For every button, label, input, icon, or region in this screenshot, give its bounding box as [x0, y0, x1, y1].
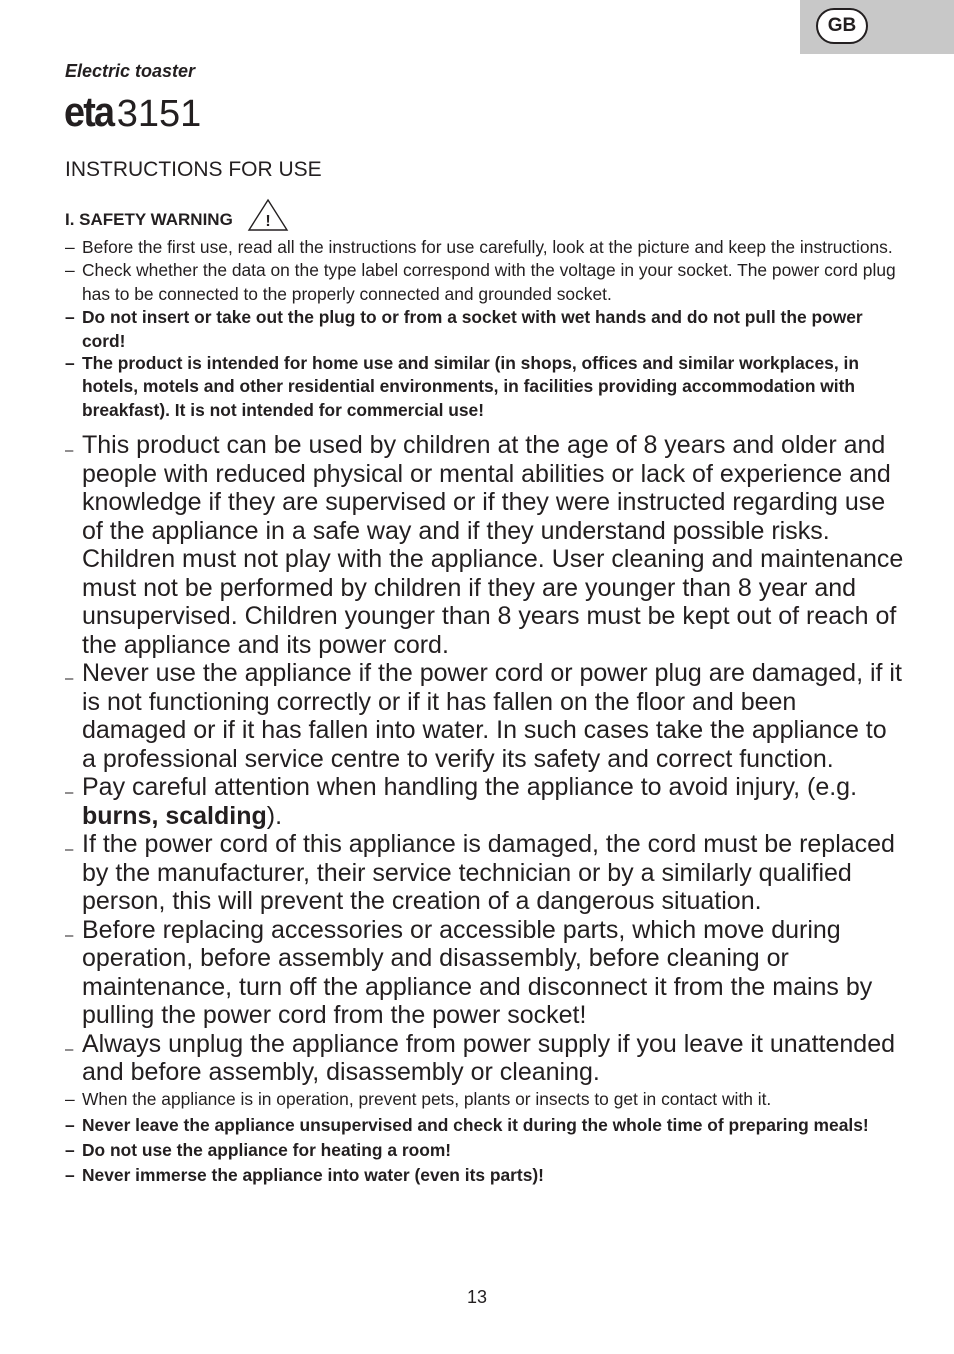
list-item — [65, 773, 905, 830]
list-item-text: This product can be used by children at the age of 8 years and older and people with reduced physical or mental abilities or lack of experience and knowledge if they are supervised or if they were instructed regarding use of the appliance in a safe way and if they understand possible risks. Children must not play with the appliance. User cleaning and maintenance must not be performed by children if they are younger than 8 year and unsupervised. Children younger than 8 years must be kept out of reach of the appliance and its power cord. — [82, 431, 904, 659]
list-dash: – — [65, 353, 75, 374]
list-item — [65, 352, 905, 422]
brand-logo: eta — [64, 88, 114, 135]
language-badge: GB — [816, 8, 868, 44]
list-dash: – — [65, 670, 74, 688]
list-item — [65, 830, 905, 916]
list-item-text: Do not insert or take out the plug to or from a socket with wet hands and do not pull the power cord! — [82, 307, 863, 351]
safety-list — [65, 236, 905, 1188]
list-item — [65, 1088, 905, 1111]
list-dash: – — [65, 442, 74, 460]
list-item — [65, 1138, 905, 1163]
warning-symbol: ! — [265, 213, 271, 230]
list-dash: – — [65, 784, 74, 802]
list-dash: – — [65, 841, 74, 859]
list-item — [65, 1113, 905, 1138]
list-item-text: Never immerse the appliance into water (even its parts)! — [82, 1165, 544, 1186]
list-item — [65, 236, 905, 259]
list-dash: – — [65, 926, 74, 944]
list-item-text: Always unplug the appliance from power supply if you leave it unattended and before assembly, disassembly or cleaning. — [82, 1029, 896, 1087]
list-item — [65, 259, 905, 306]
list-item-text: Never leave the appliance unsupervised and check it during the whole time of preparing meals! — [82, 1115, 869, 1136]
list-item-text: Before the first use, read all the instructions for use carefully, look at the picture and keep the instructions. — [82, 237, 893, 257]
list-dash: – — [65, 260, 75, 281]
model-number: 3151 — [116, 93, 202, 135]
section-heading — [65, 196, 289, 232]
section-title: I. SAFETY WARNING — [65, 210, 233, 229]
list-dash: – — [65, 1115, 75, 1136]
list-item-text: If the power cord of this appliance is damaged, the cord must be replaced by the manufacturer, their service technician or by a similarly qualified person, this will prevent the creation of a dangerous situation. — [82, 830, 895, 916]
list-dash: – — [65, 237, 75, 257]
list-dash: – — [65, 1165, 75, 1186]
list-item — [65, 306, 905, 353]
product-type: Electric toaster — [65, 61, 196, 81]
list-dash: – — [65, 1140, 75, 1161]
list-item-text: Do not use the appliance for heating a room! — [82, 1140, 452, 1161]
emphasis-text: burns, scalding — [82, 801, 267, 830]
list-item — [65, 1030, 905, 1087]
list-item — [65, 1163, 905, 1188]
list-item-text: ). — [266, 801, 283, 830]
warning-triangle-icon — [247, 198, 289, 232]
list-dash: – — [65, 1088, 75, 1109]
page-number: 13 — [466, 1287, 488, 1307]
list-item-text: When the appliance is in operation, prevent pets, plants or insects to get in contact with it. — [82, 1088, 772, 1109]
list-item — [65, 916, 905, 1030]
list-item-text: Check whether the data on the type label correspond with the voltage in your socket. The power cord plug has to be connected to the properly connected and grounded socket. — [82, 260, 896, 304]
model-line — [64, 88, 201, 140]
language-tab — [800, 0, 954, 54]
instructions-heading: INSTRUCTIONS FOR USE — [65, 158, 322, 181]
list-item — [65, 431, 905, 659]
list-dash: – — [65, 1040, 74, 1058]
list-item — [65, 659, 905, 773]
list-item-text: The product is intended for home use and similar (in shops, offices and similar workplaces, in hotels, motels and other residential environments, in facilities providing accommodation with breakfast). It is not intended for commercial use! — [82, 353, 859, 420]
list-item-text: Pay careful attention when handling the appliance to avoid injury, (e.g. — [82, 773, 858, 802]
list-item-text: Never use the appliance if the power cord or power plug are damaged, if it is not functioning correctly or if it has fallen on the floor and been damaged or if it has fallen into water. In such cases take the appliance to a professional service centre to verify its safety and correct function. — [82, 659, 902, 773]
list-item-text: Before replacing accessories or accessible parts, which move during operation, before assembly and disassembly, before cleaning or maintenance, turn off the appliance and disconnect it from the mains by pulling the power cord from the power socket! — [82, 915, 873, 1030]
list-dash: – — [65, 307, 75, 328]
